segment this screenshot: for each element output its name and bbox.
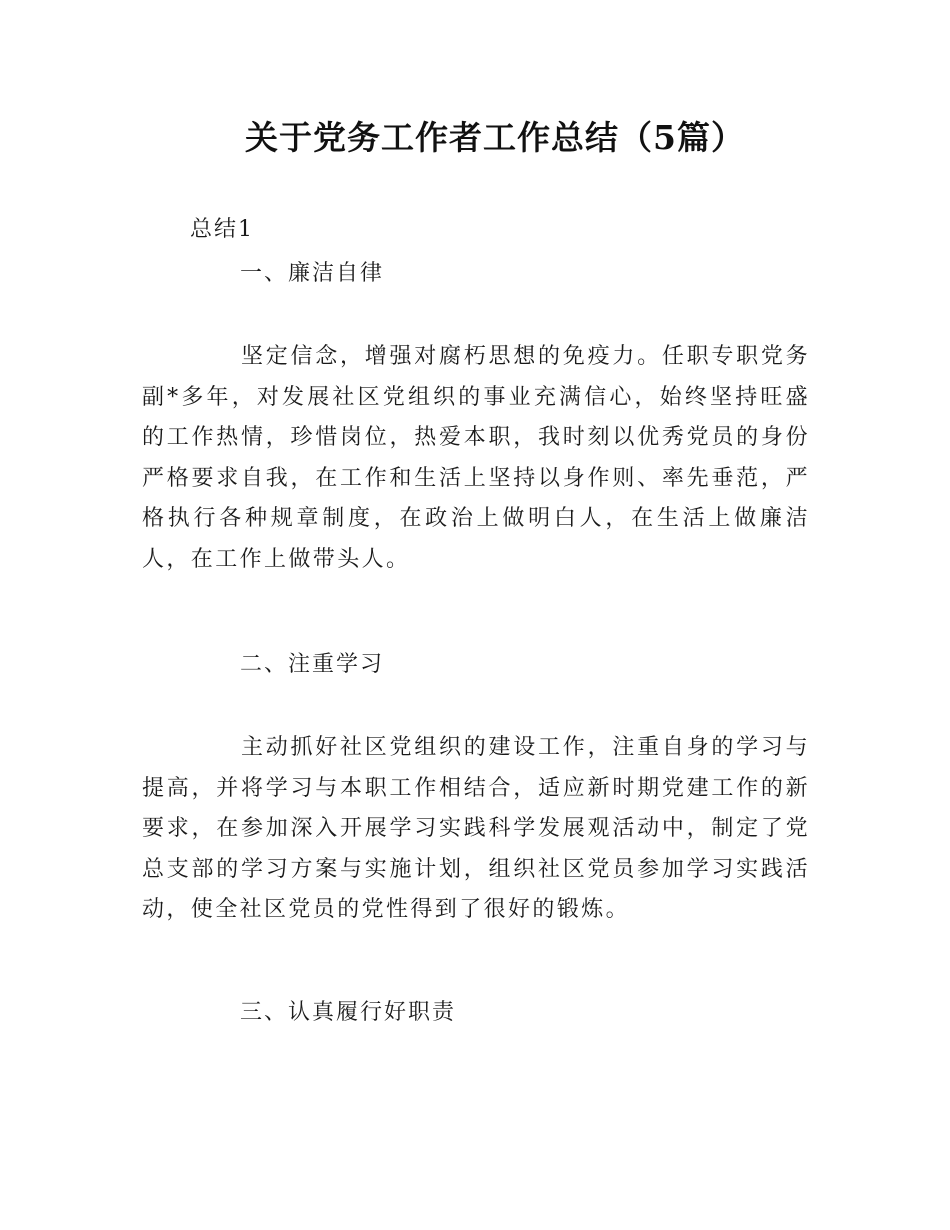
section-heading-3: 三、认真履行好职责: [240, 1000, 457, 1025]
summary-label: 总结1: [190, 217, 254, 242]
section-heading-1: 一、廉洁自律: [240, 261, 385, 286]
section-paragraph-1: 坚定信念，增强对腐朽思想的免疫力。任职专职党务副*多年，对发展社区党组织的事业充满信心，始终坚持旺盛的工作热情，珍惜岗位，热爱本职，我时刻以优秀党员的身份严格要求自我，在工作和生活上坚持以身作则、率先垂范，严格执行各种规章制度，在政治上做明白人，在生活上做廉洁人，在工作上做带头人。: [142, 344, 810, 572]
section-paragraph-2: 主动抓好社区党组织的建设工作，注重自身的学习与提高，并将学习与本职工作相结合，适应新时期党建工作的新要求，在参加深入开展学习实践科学发展观活动中，制定了党总支部的学习方案与实施计划，组织社区党员参加学习实践活动，使全社区党员的党性得到了很好的锻炼。: [142, 735, 810, 922]
section-heading-2: 二、注重学习: [240, 652, 385, 677]
document-title: 关于党务工作者工作总结（5篇）: [245, 118, 745, 157]
